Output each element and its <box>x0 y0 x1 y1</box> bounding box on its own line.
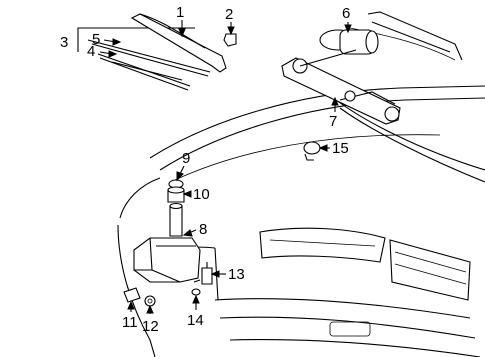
wiper-motor-linkage <box>282 12 462 124</box>
callout-6: 6 <box>342 5 351 22</box>
callout-7: 7 <box>329 113 338 130</box>
callout-11: 11 <box>122 314 138 331</box>
callout-3: 3 <box>60 34 69 51</box>
callout-13: 13 <box>228 266 245 283</box>
pump-grommet-part <box>192 289 200 295</box>
nozzle-cap-part <box>145 296 155 306</box>
grommet-part <box>304 142 320 160</box>
callout-10: 10 <box>193 186 210 203</box>
washer-nozzle-part <box>124 288 140 302</box>
callout-15: 15 <box>332 140 349 157</box>
callout-9: 9 <box>182 150 191 167</box>
callout-1: 1 <box>176 4 185 21</box>
callout-12: 12 <box>142 318 159 335</box>
callout-8: 8 <box>199 221 208 238</box>
callout-2: 2 <box>225 6 234 23</box>
callout-5: 5 <box>92 31 101 48</box>
callout-4: 4 <box>87 43 96 60</box>
callout-14: 14 <box>187 312 204 329</box>
